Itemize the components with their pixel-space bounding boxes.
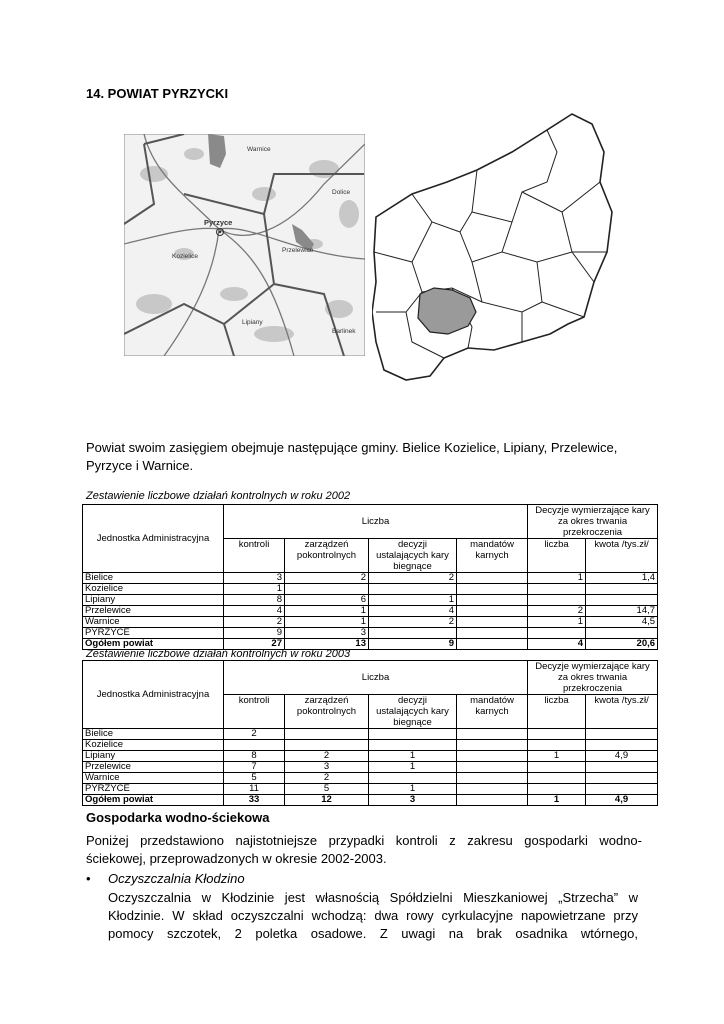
header-kontroli: kontroli bbox=[224, 695, 285, 729]
cell-mandatow bbox=[457, 617, 528, 628]
row-name: Warnice bbox=[83, 773, 224, 784]
cell-kwota: 1,4 bbox=[586, 573, 658, 584]
total-name: Ogółem powiat bbox=[83, 795, 224, 806]
cell-kwota bbox=[586, 628, 658, 639]
cell-zarzadzen: 2 bbox=[285, 573, 369, 584]
cell-zarzadzen: 3 bbox=[285, 762, 369, 773]
table-row bbox=[83, 628, 658, 639]
cell-kwota bbox=[586, 784, 658, 795]
row-name: Bielice bbox=[83, 729, 224, 740]
row-name: Kozielice bbox=[83, 740, 224, 751]
cell-decyzji bbox=[369, 729, 457, 740]
total-name: Ogółem powiat bbox=[83, 639, 224, 650]
cell-kontroli: 11 bbox=[224, 784, 285, 795]
row-name: PYRZYCE bbox=[83, 628, 224, 639]
table-row bbox=[83, 617, 658, 628]
table-row bbox=[83, 762, 658, 773]
cell-decyzji: 1 bbox=[369, 762, 457, 773]
table-2003-body bbox=[83, 661, 658, 806]
cell-liczba: 1 bbox=[528, 617, 586, 628]
cell-decyzji bbox=[369, 740, 457, 751]
header-decyzji: decyzji ustalających kary biegnące bbox=[369, 695, 457, 729]
cell-decyzji: 4 bbox=[369, 606, 457, 617]
section-title: Gospodarka wodno-ściekowa bbox=[86, 810, 270, 825]
table-2002 bbox=[82, 504, 658, 650]
cell-kwota bbox=[586, 729, 658, 740]
cell-kontroli: 9 bbox=[224, 628, 285, 639]
total-zarzadzen: 12 bbox=[285, 795, 369, 806]
header-kwota: kwota /tys.zł/ bbox=[586, 695, 658, 729]
cell-kwota: 4,5 bbox=[586, 617, 658, 628]
table-row bbox=[83, 584, 658, 595]
table-row bbox=[83, 751, 658, 762]
total-decyzji: 3 bbox=[369, 795, 457, 806]
cell-decyzji: 1 bbox=[369, 751, 457, 762]
header-penalties: Decyzje wymierzające kary za okres trwania przekroczenia bbox=[528, 661, 658, 695]
header-liczba: liczba bbox=[528, 539, 586, 573]
cell-kontroli: 4 bbox=[224, 606, 285, 617]
total-kontroli: 33 bbox=[224, 795, 285, 806]
cell-mandatow bbox=[457, 773, 528, 784]
row-name: Lipiany bbox=[83, 751, 224, 762]
cell-kwota: 4,9 bbox=[586, 751, 658, 762]
cell-kontroli: 5 bbox=[224, 773, 285, 784]
cell-mandatow bbox=[457, 628, 528, 639]
row-name: Lipiany bbox=[83, 595, 224, 606]
total-mandatow bbox=[457, 639, 528, 650]
cell-mandatow bbox=[457, 740, 528, 751]
header-mandatow: mandatów karnych bbox=[457, 539, 528, 573]
bullet-title: Oczyszczalnia Kłodzino bbox=[108, 871, 245, 886]
cell-zarzadzen: 2 bbox=[285, 751, 369, 762]
section-line: Poniżej przedstawiono najistotniejsze przypadki kontroli z zakresu gospodarki wodno- bbox=[86, 833, 642, 848]
row-name: Przelewice bbox=[83, 606, 224, 617]
header-zarzadzen: zarządzeń pokontrolnych bbox=[285, 539, 369, 573]
header-kwota: kwota /tys.zł/ bbox=[586, 539, 658, 573]
cell-zarzadzen: 5 bbox=[285, 784, 369, 795]
row-name: Kozielice bbox=[83, 584, 224, 595]
intro-paragraph: Powiat swoim zasięgiem obejmuje następujące gminy. Bielice Kozielice, Lipiany, Przelewice, Pyrzyce i Warnice. bbox=[86, 440, 618, 473]
cell-decyzji: 2 bbox=[369, 617, 457, 628]
cell-decyzji: 1 bbox=[369, 595, 457, 606]
cell-liczba bbox=[528, 584, 586, 595]
map-label-pyrzyce: Pyrzyce bbox=[204, 218, 233, 227]
cell-zarzadzen bbox=[285, 584, 369, 595]
cell-kontroli bbox=[224, 740, 285, 751]
cell-kontroli: 3 bbox=[224, 573, 285, 584]
cell-kontroli: 2 bbox=[224, 729, 285, 740]
header-count: Liczba bbox=[224, 505, 528, 539]
row-name: Bielice bbox=[83, 573, 224, 584]
total-kontroli: 27 bbox=[224, 639, 285, 650]
cell-kontroli: 1 bbox=[224, 584, 285, 595]
caption-2003: Zestawienie liczbowe działań kontrolnych w roku 2003 bbox=[86, 648, 351, 660]
table-row bbox=[83, 606, 658, 617]
cell-liczba bbox=[528, 729, 586, 740]
cell-mandatow bbox=[457, 729, 528, 740]
table-row bbox=[83, 784, 658, 795]
bullet-line: Kłodzinie. W skład oczyszczalni wchodzą: dwa rowy cyrkulacyjne napowietrzane przy bbox=[108, 908, 638, 923]
cell-kontroli: 8 bbox=[224, 595, 285, 606]
cell-kwota bbox=[586, 740, 658, 751]
cell-decyzji: 2 bbox=[369, 573, 457, 584]
cell-liczba bbox=[528, 784, 586, 795]
total-mandatow bbox=[457, 795, 528, 806]
cell-zarzadzen bbox=[285, 729, 369, 740]
cell-mandatow bbox=[457, 595, 528, 606]
cell-zarzadzen: 3 bbox=[285, 628, 369, 639]
cell-mandatow bbox=[457, 784, 528, 795]
map-label-przelewice: Przelewice bbox=[282, 247, 314, 254]
cell-liczba bbox=[528, 595, 586, 606]
cell-liczba: 1 bbox=[528, 751, 586, 762]
cell-mandatow bbox=[457, 751, 528, 762]
cell-zarzadzen bbox=[285, 740, 369, 751]
cell-decyzji bbox=[369, 628, 457, 639]
cell-decyzji bbox=[369, 584, 457, 595]
cell-mandatow bbox=[457, 762, 528, 773]
map-label-dolice: Dolice bbox=[332, 189, 351, 196]
cell-liczba: 2 bbox=[528, 606, 586, 617]
map-label-barlinek: Barlinek bbox=[332, 328, 356, 335]
table-2003 bbox=[82, 660, 658, 806]
cell-kwota bbox=[586, 762, 658, 773]
total-row bbox=[83, 795, 658, 806]
cell-mandatow bbox=[457, 584, 528, 595]
cell-liczba bbox=[528, 740, 586, 751]
header-mandatow: mandatów karnych bbox=[457, 695, 528, 729]
bullet-line: pomocy szczotek, 2 poletka osadowe. Z uwagi na brak osadnika wtórnego, bbox=[108, 926, 638, 941]
cell-kontroli: 7 bbox=[224, 762, 285, 773]
header-count: Liczba bbox=[224, 661, 528, 695]
map-label-kozielice: Kozielice bbox=[172, 253, 199, 260]
cell-zarzadzen: 1 bbox=[285, 606, 369, 617]
row-name: PYRZYCE bbox=[83, 784, 224, 795]
table-row bbox=[83, 573, 658, 584]
cell-liczba bbox=[528, 773, 586, 784]
page-heading: 14. POWIAT PYRZYCKI bbox=[86, 86, 229, 101]
header-zarzadzen: zarządzeń pokontrolnych bbox=[285, 695, 369, 729]
table-row bbox=[83, 773, 658, 784]
cell-kwota bbox=[586, 584, 658, 595]
cell-kwota: 14,7 bbox=[586, 606, 658, 617]
cell-kontroli: 2 bbox=[224, 617, 285, 628]
county-map bbox=[124, 134, 365, 356]
bullet-line: Oczyszczalnia w Kłodzinie jest własnością Spółdzielni Mieszkaniowej „Strzecha” w bbox=[108, 890, 638, 905]
cell-liczba: 1 bbox=[528, 573, 586, 584]
bullet-symbol: • bbox=[86, 871, 91, 886]
total-kwota: 4,9 bbox=[586, 795, 658, 806]
region-map bbox=[372, 112, 614, 382]
total-liczba: 1 bbox=[528, 795, 586, 806]
total-zarzadzen: 13 bbox=[285, 639, 369, 650]
total-decyzji: 9 bbox=[369, 639, 457, 650]
cell-zarzadzen: 6 bbox=[285, 595, 369, 606]
header-unit: Jednostka Administracyjna bbox=[83, 505, 224, 573]
cell-decyzji bbox=[369, 773, 457, 784]
row-name: Przelewice bbox=[83, 762, 224, 773]
cell-liczba bbox=[528, 628, 586, 639]
header-unit: Jednostka Administracyjna bbox=[83, 661, 224, 729]
table-2002-body bbox=[83, 505, 658, 650]
total-liczba: 4 bbox=[528, 639, 586, 650]
map-label-warnice: Warnice bbox=[247, 146, 271, 153]
cell-mandatow bbox=[457, 573, 528, 584]
row-name: Warnice bbox=[83, 617, 224, 628]
header-penalties: Decyzje wymierzające kary za okres trwania przekroczenia bbox=[528, 505, 658, 539]
map-label-lipiany: Lipiany bbox=[242, 319, 263, 326]
cell-zarzadzen: 2 bbox=[285, 773, 369, 784]
bullet-body bbox=[108, 889, 638, 943]
table-row bbox=[83, 729, 658, 740]
cell-decyzji: 1 bbox=[369, 784, 457, 795]
caption-2002: Zestawienie liczbowe działań kontrolnych w roku 2002 bbox=[86, 490, 351, 502]
table-row bbox=[83, 740, 658, 751]
section-paragraph bbox=[86, 832, 642, 868]
cell-kwota bbox=[586, 595, 658, 606]
cell-kwota bbox=[586, 773, 658, 784]
header-decyzji: decyzji ustalających kary biegnące bbox=[369, 539, 457, 573]
total-kwota: 20,6 bbox=[586, 639, 658, 650]
cell-mandatow bbox=[457, 606, 528, 617]
cell-kontroli: 8 bbox=[224, 751, 285, 762]
header-kontroli: kontroli bbox=[224, 539, 285, 573]
section-line: ściekowej, przeprowadzonych w okresie 2002-2003. bbox=[86, 851, 387, 866]
table-row bbox=[83, 595, 658, 606]
header-liczba: liczba bbox=[528, 695, 586, 729]
cell-zarzadzen: 1 bbox=[285, 617, 369, 628]
cell-liczba bbox=[528, 762, 586, 773]
